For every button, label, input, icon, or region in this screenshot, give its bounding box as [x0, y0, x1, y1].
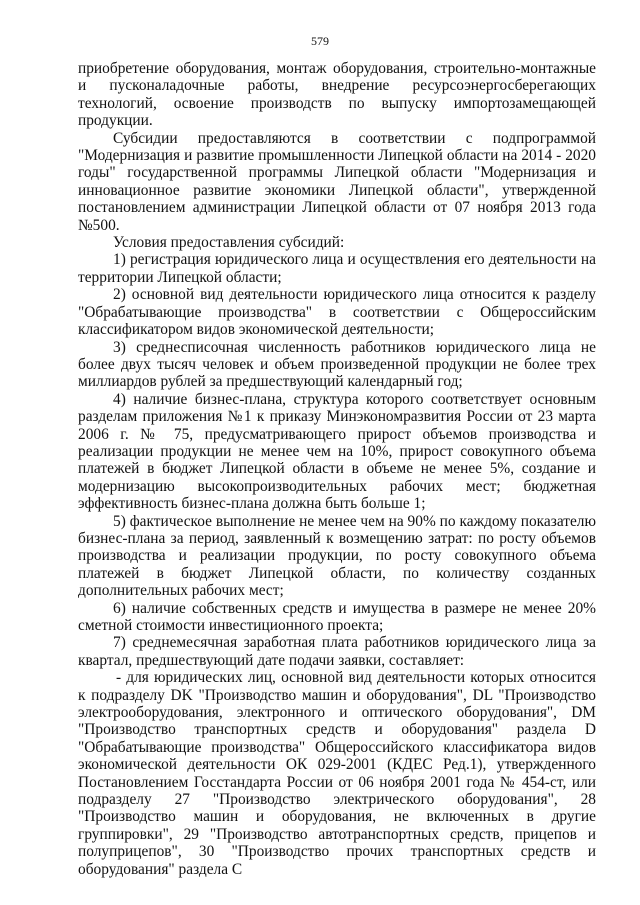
paragraph-subsidy-basis: Субсидии предоставляются в соответствии с подпрограммой "Модернизация и развитие промышленности Липецкой области на 2014 - 2020 годы" государственной программы Липецкой области "Модернизация и инновационное развитие экономики Липецкой области", утвержденной постановлением администрации Липецкой области от 07 ноября 2013 года №500. [78, 129, 596, 234]
page-number: 579 [311, 34, 329, 48]
condition-item-5: 5) фактическое выполнение не менее чем на 90% по каждому показателю бизнес-плана за период, заявленный к возмещению затрат: по росту объемов производства и реализации продукции, по росту совокупного объема платежей в бюджет Липецкой области, по количеству созданных дополнительных рабочих мест; [78, 512, 596, 600]
paragraph-continuation: приобретение оборудования, монтаж оборудования, строительно-монтажные и пусконаладочные работы, внедрение ресурсоэнергосберегающих технологий, освоение производств по выпуску импортозамещающей продукции. [78, 60, 596, 130]
condition-item-6: 6) наличие собственных средств и имущества в размере не менее 20% сметной стоимости инвестиционного проекта; [78, 599, 596, 634]
paragraph-conditions-heading: Условия предоставления субсидий: [113, 234, 345, 252]
condition-item-4: 4) наличие бизнес-плана, структура которого соответствует основным разделам приложения №1 к приказу Минэкономразвития России от 23 марта 2006 г. № 75, предусматривающего прирост объемов производства и реализации продукции не менее чем на 10%, прирост совокупного объема платежей в бюджет Липецкой области в объеме не менее 5%, создание и модернизацию высокопроизводительных рабочих мест; бюджетная эффективность бизнес-плана должна быть больше 1; [78, 390, 596, 513]
condition-item-7-subitem: - для юридических лиц, основной вид деятельности которых относится к подразделу DK "Производство машин и оборудования", DL "Производство электрооборудования, электронного и оптического оборудования", DM "Производство транспортных средств и оборудования" раздела D "Обрабатывающие производства" Общероссийского классификатора видов экономической деятельности ОК 029-2001 (КДЕС Ред.1), утвержденного Постановлением Госстандарта России от 06 ноября 2001 года № 454-ст, или подразделу 27 "Производство электрического оборудования", 28 "Производство машин и оборудования, не включенных в другие группировки", 29 "Производство автотранспортных средств, прицепов и полуприцепов", 30 "Производство прочих транспортных средств и оборудования" раздела С [78, 669, 596, 878]
condition-item-7: 7) среднемесячная заработная плата работников юридического лица за квартал, предшествующий дате подачи заявки, составляет: [78, 634, 596, 669]
condition-item-3: 3) среднесписочная численность работников юридического лица не более двух тысяч человек и объем произведенной продукции не более трех миллиардов рублей за предшествующий календарный год; [78, 338, 596, 391]
condition-item-2: 2) основной вид деятельности юридического лица относится к разделу "Обрабатывающие производства" в соответствии с Общероссийским классификатором видов экономической деятельности; [78, 286, 596, 339]
body-text [78, 60, 596, 878]
condition-item-1: 1) регистрация юридического лица и осуществления его деятельности на территории Липецкой области; [78, 251, 596, 286]
